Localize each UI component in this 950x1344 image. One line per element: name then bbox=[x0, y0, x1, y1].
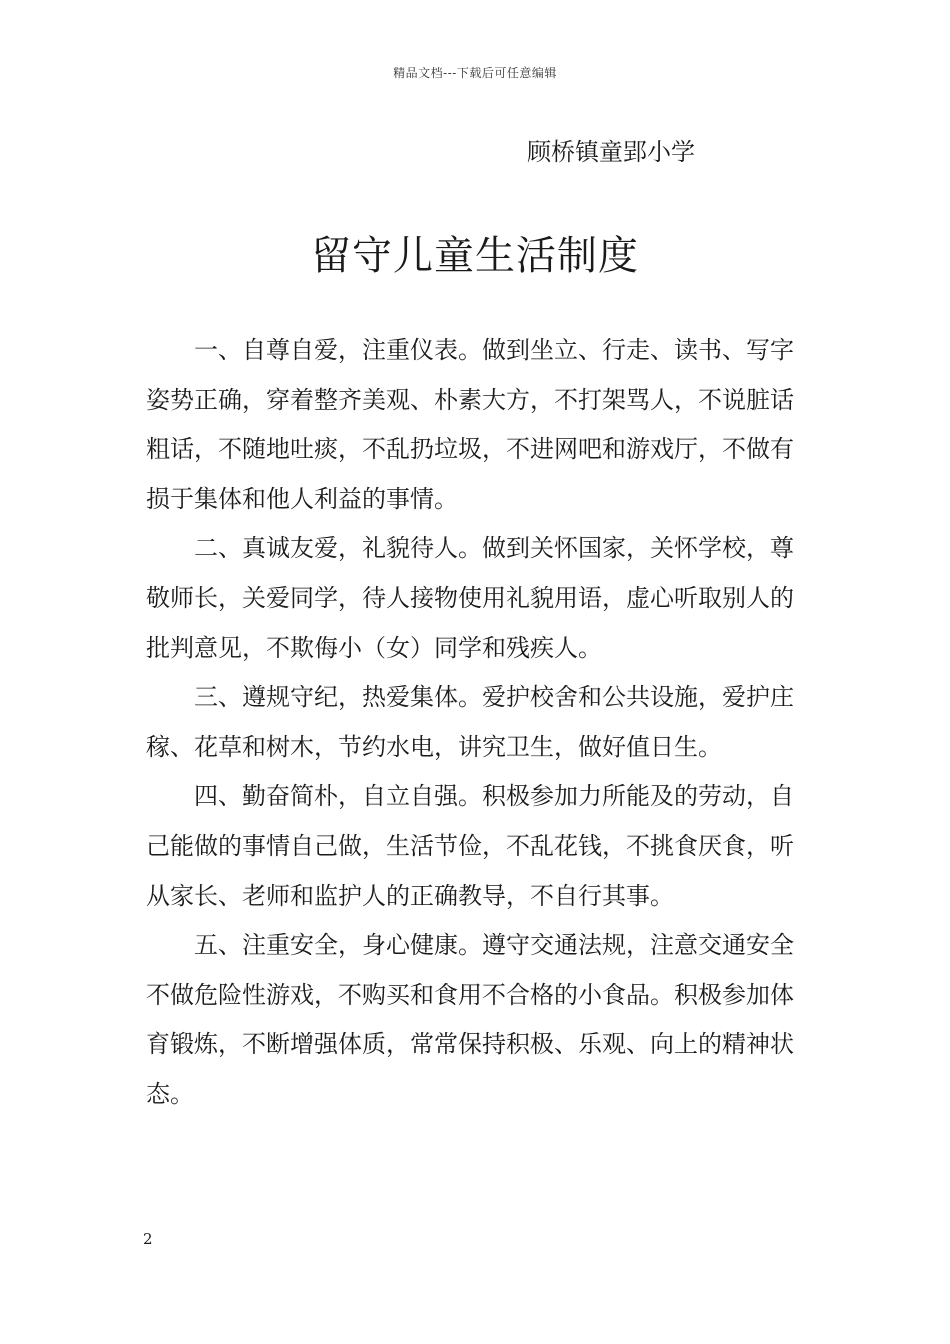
rule-paragraph-5: 五、注重安全，身心健康。遵守交通法规，注意交通安全不做危险性游戏，不购买和食用不合格的小食品。积极参加体育锻炼，不断增强体质，常常保持积极、乐观、向上的精神状态。 bbox=[146, 931, 794, 1108]
rule-paragraph-3: 三、遵规守纪，热爱集体。爱护校舍和公共设施，爱护庄稼、花草和树木，节约水电，讲究卫生，做好值日生。 bbox=[146, 683, 794, 761]
rule-paragraph-4: 四、勤奋简朴，自立自强。积极参加力所能及的劳动，自己能做的事情自己做，生活节俭，不乱花钱，不挑食厌食，听从家长、老师和监护人的正确教导，不自行其事。 bbox=[146, 782, 794, 910]
rule-paragraph-2: 二、真诚友爱，礼貌待人。做到关怀国家，关怀学校，尊敬师长，关爱同学，待人接物使用礼貌用语，虚心听取别人的批判意见，不欺侮小（女）同学和残疾人。 bbox=[146, 534, 794, 662]
document-body bbox=[146, 326, 794, 1120]
page-header: 精品文档---下载后可任意编辑 bbox=[393, 66, 557, 80]
rule-paragraph-1: 一、自尊自爱，注重仪表。做到坐立、行走、读书、写字姿势正确，穿着整齐美观、朴素大方，不打架骂人，不说脏话粗话，不随地吐痰，不乱扔垃圾，不进网吧和游戏厅，不做有损于集体和他人利益的事情。 bbox=[146, 336, 794, 513]
page-number: 2 bbox=[143, 1230, 153, 1248]
document-title: 留守儿童生活制度 bbox=[311, 233, 639, 279]
school-name: 顾桥镇童郢小学 bbox=[527, 138, 695, 166]
